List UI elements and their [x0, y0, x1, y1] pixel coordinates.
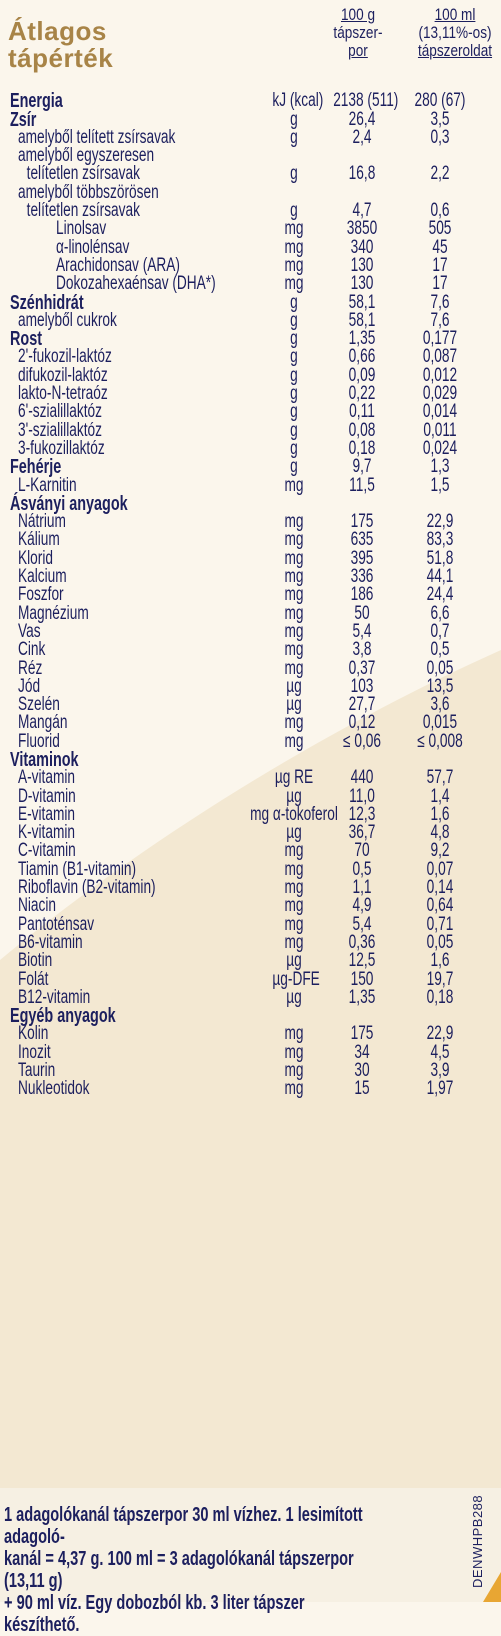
table-row — [0, 531, 501, 549]
value-per-100ml: 0,64 — [426, 895, 454, 917]
nutrient-label: Rost — [10, 328, 43, 351]
value-per-100ml: 0,3 — [430, 126, 450, 148]
value-per-100ml: 0,05 — [426, 657, 454, 679]
nutrient-label: lakto-N-tetraóz — [18, 383, 108, 405]
column-header-powder — [318, 6, 398, 60]
unit-cell: g — [290, 328, 298, 350]
value-per-100ml: 0,014 — [422, 401, 458, 423]
value-per-100g: 9,7 — [352, 456, 372, 478]
col1-line2: tápszer- — [333, 23, 383, 42]
value-per-100g: 336 — [350, 566, 374, 588]
unit-cell: mg — [284, 639, 304, 661]
nutrient-label: Magnézium — [18, 602, 89, 624]
value-per-100ml: 7,6 — [430, 291, 450, 313]
value-per-100ml: 3,9 — [430, 1060, 450, 1082]
nutrient-label: Zsír — [10, 108, 37, 131]
nutrient-label: 6'-szialillaktóz — [18, 401, 102, 423]
value-per-100g: 130 — [350, 273, 374, 295]
value-per-100g: 635 — [350, 529, 374, 551]
nutrient-label: Arachidonsav (ARA) — [56, 254, 180, 276]
table-row — [0, 385, 501, 403]
nutrient-label: Kálium — [18, 529, 60, 551]
nutrient-label: Pantoténsav — [18, 913, 95, 935]
unit-cell: g — [290, 108, 298, 130]
nutrient-label: B6-vitamin — [18, 931, 83, 953]
value-per-100g: 440 — [350, 767, 374, 789]
value-per-100ml: 0,087 — [422, 346, 458, 368]
nutrient-label: amelyből cukrok — [18, 309, 117, 331]
table-row — [0, 90, 501, 113]
unit-cell: µg RE — [274, 767, 314, 789]
table-row — [0, 476, 501, 494]
table-row — [0, 714, 501, 732]
value-per-100g: 58,1 — [348, 291, 376, 313]
value-per-100ml: 1,6 — [430, 803, 450, 825]
value-per-100g: 58,1 — [348, 309, 376, 331]
value-per-100ml: 17 — [432, 254, 448, 276]
nutrient-label-line-2: telítetlen zsírsavak — [26, 163, 140, 185]
unit-cell: mg — [284, 474, 304, 496]
value-per-100g: 0,36 — [348, 931, 376, 953]
value-per-100g: 3850 — [346, 218, 378, 240]
value-per-100g: 27,7 — [348, 694, 376, 716]
table-row — [0, 513, 501, 531]
product-code: DENWHPB288 — [470, 1494, 485, 1588]
nutrient-label: Taurin — [18, 1060, 56, 1082]
nutrient-label: Mangán — [18, 712, 68, 734]
footer-line-1: 1 adagolókanál tápszerpor 30 ml vízhez. 1 lesimított adagoló- — [4, 1504, 363, 1548]
nutrient-label: Egyéb anyagok — [10, 1005, 116, 1028]
unit-cell: mg — [284, 273, 304, 295]
value-per-100g: 1,35 — [348, 986, 376, 1008]
unit-cell: mg — [284, 584, 304, 606]
table-row — [0, 108, 501, 131]
unit-cell: mg — [284, 913, 304, 935]
value-per-100g: 0,09 — [348, 364, 376, 386]
unit-cell: mg — [284, 657, 304, 679]
unit-cell: kJ (kcal) — [272, 90, 324, 112]
value-per-100g: 2,4 — [352, 126, 372, 148]
table-row — [0, 126, 501, 148]
column-header-solution — [409, 6, 500, 60]
nutrient-label: K-vitamin — [18, 822, 76, 844]
unit-cell: µg — [286, 785, 302, 807]
unit-cell: µg-DFE — [272, 968, 320, 990]
value-per-100ml: 51,8 — [426, 547, 454, 569]
value-per-100g: 340 — [350, 236, 374, 258]
unit-cell: mg — [284, 895, 304, 917]
nutrient-label: Vitaminok — [10, 748, 79, 771]
nutrient-label: 3-fukozillaktóz — [18, 437, 105, 459]
nutrient-label: Nukleotidok — [18, 1078, 90, 1100]
table-row — [0, 254, 501, 276]
unit-cell: mg — [284, 1060, 304, 1082]
unit-cell: mg — [284, 1078, 304, 1100]
unit-cell: g — [290, 419, 298, 441]
nutrient-label: E-vitamin — [18, 803, 76, 825]
table-row — [0, 220, 501, 238]
value-per-100ml: 0,024 — [422, 437, 458, 459]
table-row — [0, 970, 501, 988]
value-per-100g: 0,37 — [348, 657, 376, 679]
nutrient-label-line-2: telítetlen zsírsavak — [26, 200, 140, 222]
value-per-100ml: 7,6 — [430, 309, 450, 331]
table-row — [0, 568, 501, 586]
table-row — [0, 769, 501, 787]
unit-cell: mg α-tokoferol — [250, 803, 338, 825]
table-row — [0, 1062, 501, 1080]
value-per-100g: 12,3 — [348, 803, 376, 825]
nutrient-label: amelyből telített zsírsavak — [18, 126, 176, 148]
unit-cell: mg — [284, 858, 304, 880]
table-row — [0, 403, 501, 421]
unit-cell: g — [290, 364, 298, 386]
col1-line3: por — [348, 41, 368, 60]
table-row — [0, 748, 501, 771]
nutrient-label: Klorid — [18, 547, 53, 569]
nutrient-label: Kolin — [18, 1023, 49, 1045]
unit-cell: mg — [284, 529, 304, 551]
preparation-instructions — [4, 1504, 384, 1636]
value-per-100ml: 0,07 — [426, 858, 454, 880]
nutrient-label: Vas — [18, 620, 41, 642]
value-per-100g: 16,8 — [348, 163, 376, 185]
table-row — [0, 492, 501, 515]
value-per-100g: 0,22 — [348, 383, 376, 405]
value-per-100ml: 22,9 — [426, 511, 454, 533]
value-per-100ml: 0,029 — [422, 383, 458, 405]
nutrient-label: Linolsav — [56, 218, 107, 240]
value-per-100g: 5,4 — [352, 620, 372, 642]
unit-cell: mg — [284, 840, 304, 862]
value-per-100ml: 0,05 — [426, 931, 454, 953]
nutrient-label: C-vitamin — [18, 840, 76, 862]
table-row — [0, 1025, 501, 1043]
value-per-100g: 2138 (511) — [333, 90, 399, 112]
value-per-100ml: 2,2 — [430, 163, 450, 185]
unit-cell: mg — [284, 511, 304, 533]
value-per-100g: 4,7 — [352, 200, 372, 222]
value-per-100g: 15 — [354, 1078, 370, 1100]
nutrient-table — [0, 92, 501, 1098]
nutrient-label: Cink — [18, 639, 46, 661]
value-per-100ml: 0,177 — [422, 328, 458, 350]
table-row — [0, 659, 501, 677]
value-per-100ml: 0,5 — [430, 639, 450, 661]
table-row — [0, 309, 501, 331]
nutrient-label: Foszfor — [18, 584, 64, 606]
nutrient-label: Inozit — [18, 1041, 51, 1063]
col1-line1: 100 g — [340, 5, 376, 24]
title-line-2: tápérték — [8, 43, 114, 73]
nutrient-label: Energia — [10, 90, 63, 113]
value-per-100g: 186 — [350, 584, 374, 606]
nutrient-label: Riboflavin (B2-vitamin) — [18, 877, 156, 899]
table-row — [0, 824, 501, 842]
table-row — [0, 931, 501, 953]
value-per-100ml: 44,1 — [426, 566, 454, 588]
col2-line1: 100 ml — [434, 5, 476, 24]
unit-cell: µg — [286, 694, 302, 716]
unit-cell: g — [290, 346, 298, 368]
value-per-100g: 0,12 — [348, 712, 376, 734]
table-row — [0, 348, 501, 366]
value-per-100ml: 4,8 — [430, 822, 450, 844]
value-per-100g: 0,66 — [348, 346, 376, 368]
table-row — [0, 732, 501, 750]
unit-cell: mg — [284, 218, 304, 240]
value-per-100g: 50 — [354, 602, 370, 624]
nutrient-label: Fluorid — [18, 730, 60, 752]
table-row — [0, 1043, 501, 1061]
unit-cell: mg — [284, 254, 304, 276]
table-row — [0, 147, 501, 184]
value-per-100ml: 1,6 — [430, 950, 450, 972]
unit-cell: mg — [284, 1023, 304, 1045]
table-row — [0, 915, 501, 933]
value-per-100g: ≤ 0,06 — [343, 730, 381, 752]
table-row — [0, 1005, 501, 1028]
value-per-100g: 11,0 — [349, 785, 375, 807]
table-row — [0, 620, 501, 642]
nutrient-label: 3'-szialillaktóz — [18, 419, 102, 441]
table-row — [0, 1080, 501, 1098]
value-per-100ml: 45 — [432, 236, 448, 258]
table-row — [0, 842, 501, 860]
nutrient-label: Fehérje — [10, 456, 62, 479]
unit-cell: mg — [284, 602, 304, 624]
panel-title — [8, 18, 178, 72]
value-per-100g: 0,11 — [349, 401, 375, 423]
unit-cell: g — [290, 437, 298, 459]
value-per-100ml: 0,18 — [426, 986, 454, 1008]
value-per-100ml: 19,7 — [426, 968, 454, 990]
value-per-100g: 0,08 — [348, 419, 376, 441]
nutrient-label: Jód — [18, 675, 41, 697]
table-row — [0, 986, 501, 1008]
nutrient-label: Szénhidrát — [10, 291, 84, 314]
nutrient-label: Réz — [18, 657, 43, 679]
table-row — [0, 328, 501, 351]
value-per-100ml: 22,9 — [426, 1023, 454, 1045]
value-per-100g: 3,8 — [352, 639, 372, 661]
value-per-100ml: 0,012 — [422, 364, 458, 386]
value-per-100g: 175 — [350, 1023, 374, 1045]
nutrient-label: Biotin — [18, 950, 53, 972]
nutrient-label: 2'-fukozil-laktóz — [18, 346, 112, 368]
value-per-100g: 30 — [354, 1060, 370, 1082]
table-row — [0, 952, 501, 970]
nutrient-label: Kalcium — [18, 566, 67, 588]
value-per-100ml: 3,6 — [430, 694, 450, 716]
table-row — [0, 549, 501, 567]
table-row — [0, 238, 501, 256]
value-per-100ml: 4,5 — [430, 1041, 450, 1063]
value-per-100g: 4,9 — [352, 895, 372, 917]
unit-cell: µg — [286, 822, 302, 844]
unit-cell: g — [290, 309, 298, 331]
value-per-100g: 1,35 — [348, 328, 376, 350]
unit-cell: mg — [284, 877, 304, 899]
value-per-100ml: 1,4 — [430, 785, 450, 807]
nutrient-label: L-Karnitin — [18, 474, 77, 496]
corner-accent — [483, 1572, 501, 1602]
nutrient-label-line-1: amelyből egyszeresen — [18, 145, 155, 167]
nutrient-label: Folát — [18, 968, 49, 990]
value-per-100ml: 0,14 — [426, 877, 454, 899]
value-per-100ml: 0,015 — [422, 712, 458, 734]
unit-cell: mg — [284, 712, 304, 734]
unit-cell: mg — [284, 566, 304, 588]
value-per-100ml: 13,5 — [426, 675, 454, 697]
value-per-100ml: 3,5 — [430, 108, 450, 130]
table-row — [0, 879, 501, 897]
table-row — [0, 675, 501, 697]
value-per-100ml: ≤ 0,008 — [417, 730, 463, 752]
footer-line-3: + 90 ml víz. Egy dobozból kb. 3 liter tápszer készíthető. — [4, 1592, 305, 1636]
table-row — [0, 696, 501, 714]
nutrient-label-line-1: amelyből többszörösen — [18, 182, 159, 204]
table-row — [0, 275, 501, 293]
nutrient-label: Szelén — [18, 694, 60, 716]
unit-cell: g — [290, 163, 298, 185]
unit-cell: g — [290, 401, 298, 423]
value-per-100ml: 505 — [428, 218, 452, 240]
unit-cell: µg — [286, 950, 302, 972]
title-line-1: Átlagos — [8, 16, 107, 46]
table-row — [0, 586, 501, 604]
table-row — [0, 437, 501, 459]
value-per-100ml: 9,2 — [430, 840, 450, 862]
value-per-100ml: 1,3 — [430, 456, 450, 478]
nutrient-label — [18, 147, 154, 183]
table-row — [0, 641, 501, 659]
unit-cell: mg — [284, 620, 304, 642]
table-row — [0, 183, 501, 220]
nutrient-label: Niacin — [18, 895, 57, 917]
value-per-100ml: 0,71 — [426, 913, 454, 935]
unit-cell: µg — [286, 986, 302, 1008]
value-per-100g: 34 — [354, 1041, 370, 1063]
unit-cell: g — [290, 291, 298, 313]
value-per-100g: 150 — [350, 968, 374, 990]
nutrient-label: A-vitamin — [18, 767, 76, 789]
nutrient-label: Tiamin (B1-vitamin) — [18, 858, 137, 880]
unit-cell: mg — [284, 730, 304, 752]
value-per-100g: 12,5 — [348, 950, 376, 972]
table-row — [0, 787, 501, 805]
unit-cell: g — [290, 383, 298, 405]
value-per-100g: 70 — [354, 840, 370, 862]
value-per-100ml: 17 — [432, 273, 448, 295]
nutrient-label: Ásványi anyagok — [10, 492, 128, 515]
col2-line3: tápszeroldat — [417, 41, 493, 60]
value-per-100g: 26,4 — [348, 108, 376, 130]
value-per-100ml: 6,6 — [430, 602, 450, 624]
table-row — [0, 897, 501, 915]
value-per-100ml: 0,6 — [430, 200, 450, 222]
nutrient-label: Dokozahexaénsav (DHA*) — [56, 273, 216, 295]
nutrient-label: Nátrium — [18, 511, 66, 533]
value-per-100g: 5,4 — [352, 913, 372, 935]
value-per-100g: 0,5 — [352, 858, 372, 880]
value-per-100ml: 0,7 — [430, 620, 450, 642]
unit-cell: mg — [284, 547, 304, 569]
table-row — [0, 803, 501, 825]
unit-cell: µg — [286, 675, 302, 697]
unit-cell: mg — [284, 236, 304, 258]
value-per-100g: 11,5 — [349, 474, 375, 496]
footer — [0, 1488, 501, 1636]
unit-cell: mg — [284, 1041, 304, 1063]
table-row — [0, 291, 501, 314]
value-per-100g: 1,1 — [352, 877, 372, 899]
value-per-100ml: 83,3 — [426, 529, 454, 551]
col2-line2: (13,11%-os) — [418, 23, 492, 42]
value-per-100ml: 1,5 — [430, 474, 450, 496]
value-per-100ml: 280 (67) — [414, 90, 466, 112]
table-row — [0, 456, 501, 479]
value-per-100g: 395 — [350, 547, 374, 569]
unit-cell: g — [290, 456, 298, 478]
value-per-100g: 175 — [350, 511, 374, 533]
value-per-100ml: 57,7 — [426, 767, 454, 789]
value-per-100ml: 0,011 — [423, 419, 457, 441]
unit-cell: g — [290, 200, 298, 222]
table-row — [0, 421, 501, 439]
unit-cell: g — [290, 126, 298, 148]
nutrient-label: α-linolénsav — [56, 236, 130, 258]
value-per-100ml: 24,4 — [426, 584, 454, 606]
value-per-100ml: 1,97 — [426, 1078, 454, 1100]
nutrient-label: D-vitamin — [18, 785, 76, 807]
table-row — [0, 604, 501, 622]
unit-cell: mg — [284, 931, 304, 953]
value-per-100g: 36,7 — [348, 822, 376, 844]
value-per-100g: 0,18 — [348, 437, 376, 459]
footer-line-2: kanál = 4,37 g. 100 ml = 3 adagolókanál tápszerpor (13,11 g) — [4, 1548, 354, 1592]
table-row — [0, 860, 501, 878]
nutrient-label: difukozil-laktóz — [18, 364, 108, 386]
value-per-100g: 130 — [350, 254, 374, 276]
table-row — [0, 366, 501, 384]
value-per-100g: 103 — [350, 675, 374, 697]
nutrient-label: B12-vitamin — [18, 986, 91, 1008]
nutrient-label — [18, 184, 159, 220]
